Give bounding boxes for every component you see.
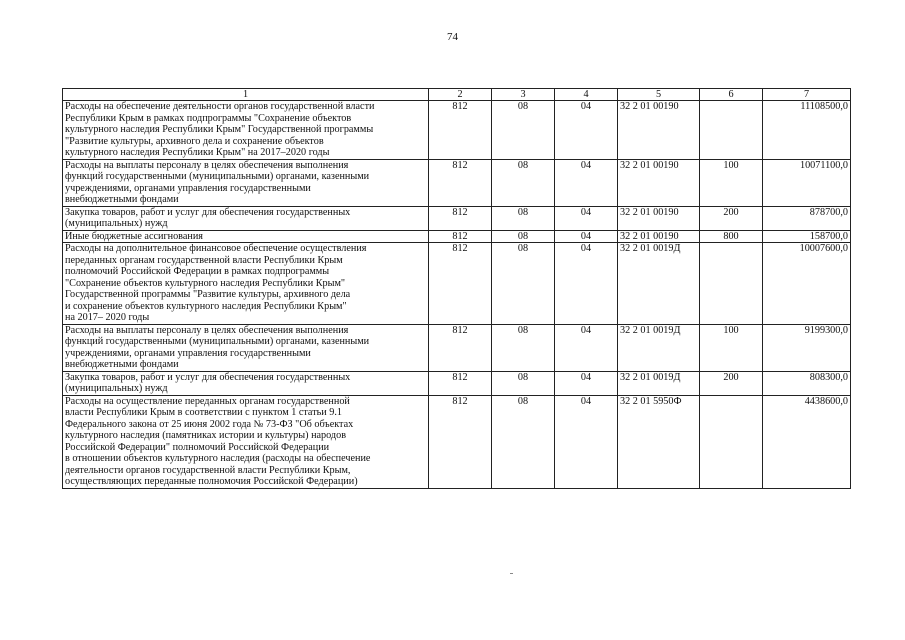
row-expense-type: 100 xyxy=(700,159,763,206)
row-amount: 9199300,0 xyxy=(763,324,851,371)
header-row xyxy=(63,89,851,101)
row-expense-type xyxy=(700,243,763,325)
header-cell-6: 6 xyxy=(700,89,763,101)
row-section-code: 08 xyxy=(492,324,555,371)
row-amount: 10071100,0 xyxy=(763,159,851,206)
row-amount: 4438600,0 xyxy=(763,395,851,488)
row-description: Расходы на дополнительное финансовое обеспечение осуществления переданных органам государственной власти Республики Крым полномочий Российской Федерации в рамках подпрограммы "Сохранение объектов культурного наследия Республики Крым" Государственной программы "Развитие культуры, архивного дела и сохранение объектов культурного наследия Республики Крым" на 2017– 2020 годы xyxy=(63,243,429,325)
table-row xyxy=(63,101,851,160)
row-expense-type: 200 xyxy=(700,371,763,395)
row-amount: 11108500,0 xyxy=(763,101,851,160)
row-section-code: 08 xyxy=(492,371,555,395)
row-description: Расходы на выплаты персоналу в целях обеспечения выполнения функций государственными (муниципальными) органами, казенными учреждениями, органами управления государственными внебюджетными фондами xyxy=(63,324,429,371)
row-ministry-code: 812 xyxy=(429,230,492,243)
header-cell-5: 5 xyxy=(618,89,700,101)
scan-speck xyxy=(510,573,513,574)
row-ministry-code: 812 xyxy=(429,324,492,371)
row-description: Закупка товаров, работ и услуг для обеспечения государственных (муниципальных) нужд xyxy=(63,206,429,230)
row-description: Расходы на осуществление переданных органам государственной власти Республики Крым в соответствии с пунктом 1 статьи 9.1 Федерального закона от 25 июня 2002 года № 73-ФЗ "Об объектах культурного наследия (памятниках истории и культуры) народов Российской Федерации" полномочий Российской Федерации в отношении объектов культурного наследия (расходы на обеспечение деятельности органов государственной власти Республики Крым, осуществляющих переданные полномочия Российской Федерации) xyxy=(63,395,429,488)
row-target-code: 32 2 01 0019Д xyxy=(618,324,700,371)
row-expense-type: 800 xyxy=(700,230,763,243)
row-ministry-code: 812 xyxy=(429,159,492,206)
table-row xyxy=(63,395,851,488)
row-expense-type: 200 xyxy=(700,206,763,230)
table-row xyxy=(63,371,851,395)
row-description: Расходы на выплаты персоналу в целях обеспечения выполнения функций государственными (муниципальными) органами, казенными учреждениями, органами управления государственными внебюджетными фондами xyxy=(63,159,429,206)
row-subsection-code: 04 xyxy=(555,206,618,230)
row-subsection-code: 04 xyxy=(555,243,618,325)
table-row xyxy=(63,206,851,230)
row-ministry-code: 812 xyxy=(429,206,492,230)
header-cell-4: 4 xyxy=(555,89,618,101)
row-description: Закупка товаров, работ и услуг для обеспечения государственных (муниципальных) нужд xyxy=(63,371,429,395)
row-section-code: 08 xyxy=(492,243,555,325)
row-target-code: 32 2 01 0019Д xyxy=(618,243,700,325)
table-row xyxy=(63,324,851,371)
row-subsection-code: 04 xyxy=(555,159,618,206)
row-section-code: 08 xyxy=(492,395,555,488)
header-cell-1: 1 xyxy=(63,89,429,101)
row-ministry-code: 812 xyxy=(429,395,492,488)
row-section-code: 08 xyxy=(492,159,555,206)
row-subsection-code: 04 xyxy=(555,101,618,160)
row-subsection-code: 04 xyxy=(555,324,618,371)
page-number: 74 xyxy=(447,31,458,43)
row-ministry-code: 812 xyxy=(429,101,492,160)
row-target-code: 32 2 01 00190 xyxy=(618,101,700,160)
row-amount: 158700,0 xyxy=(763,230,851,243)
row-description: Иные бюджетные ассигнования xyxy=(63,230,429,243)
row-subsection-code: 04 xyxy=(555,395,618,488)
row-amount: 878700,0 xyxy=(763,206,851,230)
header-cell-7: 7 xyxy=(763,89,851,101)
row-target-code: 32 2 01 5950Ф xyxy=(618,395,700,488)
row-section-code: 08 xyxy=(492,206,555,230)
row-target-code: 32 2 01 00190 xyxy=(618,230,700,243)
row-amount: 10007600,0 xyxy=(763,243,851,325)
row-subsection-code: 04 xyxy=(555,371,618,395)
row-expense-type xyxy=(700,101,763,160)
header-cell-3: 3 xyxy=(492,89,555,101)
row-target-code: 32 2 01 00190 xyxy=(618,206,700,230)
header-cell-2: 2 xyxy=(429,89,492,101)
row-amount: 808300,0 xyxy=(763,371,851,395)
table-row xyxy=(63,243,851,325)
row-subsection-code: 04 xyxy=(555,230,618,243)
table-row xyxy=(63,230,851,243)
row-target-code: 32 2 01 00190 xyxy=(618,159,700,206)
budget-table xyxy=(62,88,851,489)
table-row xyxy=(63,159,851,206)
row-expense-type xyxy=(700,395,763,488)
row-section-code: 08 xyxy=(492,101,555,160)
row-section-code: 08 xyxy=(492,230,555,243)
row-target-code: 32 2 01 0019Д xyxy=(618,371,700,395)
row-expense-type: 100 xyxy=(700,324,763,371)
row-ministry-code: 812 xyxy=(429,243,492,325)
row-description: Расходы на обеспечение деятельности органов государственной власти Республики Крым в рамках подпрограммы "Сохранение объектов культурного наследия Республики Крым" Государственной программы "Развитие культуры, архивного дела и сохранение объектов культурного наследия Республики Крым" на 2017–2020 годы xyxy=(63,101,429,160)
row-ministry-code: 812 xyxy=(429,371,492,395)
